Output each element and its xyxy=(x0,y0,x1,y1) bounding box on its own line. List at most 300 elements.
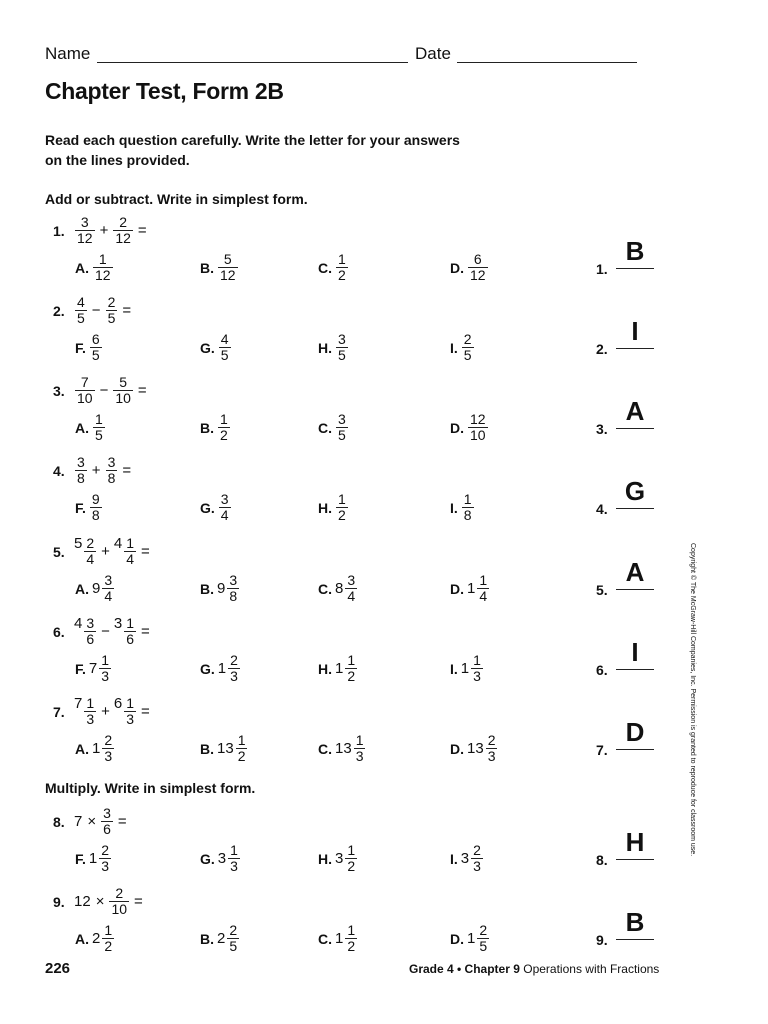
question-4-choice-1-numerator: 9 xyxy=(91,491,100,507)
question-8-term-3-numerator: 3 xyxy=(103,805,111,821)
question-5-choice-d[interactable] xyxy=(450,573,490,604)
question-3-term-3-value xyxy=(112,374,134,406)
question-8-operator: × xyxy=(87,812,97,830)
question-7-choice-4-value xyxy=(467,733,498,764)
question-2-expression xyxy=(74,294,135,326)
question-4-choice-3-denominator: 2 xyxy=(338,507,346,523)
question-6-choice-1-denominator: 3 xyxy=(101,668,110,684)
question-3-term-3-denominator: 10 xyxy=(115,390,131,406)
question-3-choice-4-denominator: 10 xyxy=(470,427,486,443)
question-2-choice-4-numerator: 2 xyxy=(463,331,472,347)
question-7-choice-1-whole: 1 xyxy=(92,740,101,757)
question-6-choice-2-whole: 1 xyxy=(217,660,227,677)
question-4-choice-1-denominator: 8 xyxy=(91,507,100,523)
question-3-choice-letter: D. xyxy=(450,419,464,436)
question-6-term-1-denominator: 6 xyxy=(86,631,95,647)
question-8-term-3-fraction xyxy=(101,806,113,837)
question-1-operator: + xyxy=(99,221,109,239)
question-2-choice-4-value xyxy=(461,332,475,363)
date-line[interactable] xyxy=(457,62,637,63)
question-4-choice-3-fraction xyxy=(336,492,348,523)
question-6-choice-1-value xyxy=(89,653,112,684)
question-9-operator: = xyxy=(134,892,143,910)
question-4-term-1-value xyxy=(74,454,88,486)
question-5-choice-letter: C. xyxy=(318,580,332,597)
question-8-choice-1-numerator: 2 xyxy=(101,842,110,858)
question-8-choice-letter: I. xyxy=(450,850,458,867)
question-1-operator: = xyxy=(137,221,147,239)
question-3-choice-letter: A. xyxy=(75,419,89,436)
question-6-operator: − xyxy=(101,622,110,640)
question-2-choice-1-fraction xyxy=(90,332,102,363)
question-8-term-3-denominator: 6 xyxy=(103,821,111,837)
question-8-choice-h[interactable] xyxy=(318,843,358,874)
question-9-term-3-fraction xyxy=(109,886,129,917)
question-1-choice-b[interactable] xyxy=(200,252,239,283)
question-4-choice-g[interactable] xyxy=(200,492,232,523)
question-3-answer-line[interactable] xyxy=(616,428,654,429)
question-3-choice-3-numerator: 3 xyxy=(338,411,346,427)
question-2-term-3-fraction xyxy=(106,295,118,326)
question-7-choice-4-whole: 13 xyxy=(467,740,484,757)
question-9-choice-3-fraction xyxy=(345,923,357,954)
question-7-choice-1-fraction xyxy=(102,733,114,764)
question-6-choice-3-whole: 1 xyxy=(335,660,344,677)
question-6-choice-h[interactable] xyxy=(318,653,358,684)
question-7-choice-b[interactable] xyxy=(200,733,248,764)
question-6-term-3-value xyxy=(114,615,137,647)
question-3-choice-2-fraction xyxy=(218,412,230,443)
question-7-choice-4-denominator: 3 xyxy=(487,748,496,764)
question-6-choice-2-numerator: 2 xyxy=(230,652,238,668)
question-1-choice-letter: A. xyxy=(75,259,89,276)
question-3-answer-letter: A xyxy=(625,396,645,426)
question-8-term-1-value xyxy=(74,813,83,830)
question-4-term-1-denominator: 8 xyxy=(77,470,85,486)
question-3-choice-1-numerator: 1 xyxy=(95,411,103,427)
page-number: 226 xyxy=(45,960,71,977)
question-7-answer-line[interactable] xyxy=(616,749,654,750)
question-4-choice-h[interactable] xyxy=(318,492,349,523)
question-2-choice-letter: G. xyxy=(200,339,215,356)
question-9-choice-1-fraction xyxy=(102,923,114,954)
question-7-operator: = xyxy=(141,702,150,720)
question-5-term-1-whole: 5 xyxy=(74,535,83,552)
question-9-answer-line[interactable] xyxy=(616,939,654,940)
question-1-choice-1-denominator: 12 xyxy=(95,267,111,283)
question-8-term-3-value xyxy=(100,805,114,837)
question-4-choice-1-fraction xyxy=(90,492,102,523)
question-7-term-3-denominator: 3 xyxy=(126,711,135,727)
question-7-choice-2-value xyxy=(217,733,248,764)
question-9-choice-3-numerator: 1 xyxy=(347,922,356,938)
question-4-choice-4-value xyxy=(461,492,475,523)
question-4-choice-letter: H. xyxy=(318,499,332,516)
question-2-choice-h[interactable] xyxy=(318,332,349,363)
question-2-operator: = xyxy=(122,301,132,319)
question-5-choice-c[interactable] xyxy=(318,573,358,604)
question-4-choice-4-fraction xyxy=(462,492,474,523)
question-7-term-3-value xyxy=(114,695,137,727)
question-8-choice-i[interactable] xyxy=(450,843,484,874)
question-6-answer-line[interactable] xyxy=(616,669,654,670)
question-6-choice-3-numerator: 1 xyxy=(347,652,356,668)
question-9-choice-c[interactable] xyxy=(318,923,358,954)
question-3-term-3-numerator: 5 xyxy=(119,374,128,390)
question-2-choice-3-value xyxy=(335,332,349,363)
question-9-choice-4-fraction xyxy=(477,923,489,954)
question-9-choice-2-value xyxy=(217,923,240,954)
question-2-answer-line[interactable] xyxy=(616,348,654,349)
question-8-choice-2-fraction xyxy=(228,843,240,874)
question-5-choice-3-whole: 8 xyxy=(335,580,344,597)
question-1-choice-4-numerator: 6 xyxy=(473,251,482,267)
question-8-term-1-number: 7 xyxy=(74,812,83,830)
question-9-choice-1-value xyxy=(92,923,115,954)
question-8-answer-line[interactable] xyxy=(616,859,654,860)
question-7-choice-4-numerator: 2 xyxy=(487,732,496,748)
question-4-number: 4. xyxy=(53,463,65,479)
question-3-operator: − xyxy=(99,381,109,399)
question-2-choice-2-numerator: 4 xyxy=(220,331,229,347)
question-8-choice-4-numerator: 2 xyxy=(473,842,481,858)
question-6-choice-3-fraction xyxy=(345,653,357,684)
question-2-operator: − xyxy=(91,301,101,319)
question-5-choice-2-denominator: 8 xyxy=(229,588,238,604)
question-1-term-1-denominator: 12 xyxy=(77,230,93,246)
question-3-term-1-numerator: 7 xyxy=(80,374,89,390)
question-8-number: 8. xyxy=(53,814,65,830)
question-5-operator: + xyxy=(101,542,110,560)
question-9-term-3-numerator: 2 xyxy=(115,885,124,901)
question-1-term-3-fraction xyxy=(113,215,133,246)
question-8-operator: = xyxy=(117,812,127,830)
question-8-choice-1-denominator: 3 xyxy=(101,858,110,874)
question-4-choice-letter: G. xyxy=(200,499,215,516)
question-4-choice-2-numerator: 3 xyxy=(220,491,229,507)
question-6-term-3-whole: 3 xyxy=(113,615,123,632)
question-8-choice-4-denominator: 3 xyxy=(473,858,481,874)
question-7-term-1-whole: 7 xyxy=(74,695,83,712)
section-heading-multiply: Multiply. Write in simplest form. xyxy=(45,780,256,796)
question-2-term-3-value xyxy=(105,294,119,326)
question-6-choice-1-numerator: 1 xyxy=(101,652,110,668)
question-5-choice-a[interactable] xyxy=(75,573,115,604)
question-3-answer-number: 3. xyxy=(596,421,608,437)
question-5-choice-4-denominator: 4 xyxy=(479,588,488,604)
question-5-term-3-denominator: 4 xyxy=(126,551,135,567)
question-4-term-3-value xyxy=(105,454,119,486)
name-label: Name xyxy=(45,44,91,63)
footer-topic: Operations with Fractions xyxy=(523,962,660,976)
question-4-choice-f[interactable] xyxy=(75,492,103,523)
question-3-choice-a[interactable] xyxy=(75,412,106,443)
question-6-operator: = xyxy=(141,622,150,640)
question-2-choice-2-fraction xyxy=(219,332,231,363)
question-9-choice-b[interactable] xyxy=(200,923,240,954)
question-7-choice-letter: D. xyxy=(450,740,464,757)
question-6-choice-1-fraction xyxy=(99,653,111,684)
question-6-answer-number: 6. xyxy=(596,662,608,678)
question-6-choice-letter: G. xyxy=(200,660,215,677)
question-9-term-3-denominator: 10 xyxy=(111,901,128,917)
question-7-choice-3-whole: 13 xyxy=(335,740,352,757)
question-4-term-1-numerator: 3 xyxy=(77,454,85,470)
question-1-choice-2-fraction xyxy=(218,252,238,283)
question-3-choice-4-value xyxy=(467,412,489,443)
question-3-expression xyxy=(74,374,151,406)
question-5-term-1-denominator: 4 xyxy=(86,551,95,567)
question-7-choice-letter: C. xyxy=(318,740,332,757)
question-1-choice-4-fraction xyxy=(468,252,488,283)
question-7-choice-2-numerator: 1 xyxy=(237,732,246,748)
question-1-choice-1-fraction xyxy=(93,252,113,283)
question-7-choice-letter: A. xyxy=(75,740,89,757)
question-8-choice-2-numerator: 1 xyxy=(230,842,238,858)
question-2-term-1-numerator: 4 xyxy=(77,294,85,310)
question-7-choice-d[interactable] xyxy=(450,733,498,764)
question-5-answer-line[interactable] xyxy=(616,589,654,590)
question-5-answer-number: 5. xyxy=(596,582,608,598)
question-6-choice-4-fraction xyxy=(471,653,483,684)
question-3-choice-3-value xyxy=(335,412,349,443)
question-3-choice-d[interactable] xyxy=(450,412,489,443)
question-9-choice-2-fraction xyxy=(227,923,239,954)
question-8-choice-3-denominator: 2 xyxy=(347,858,356,874)
question-1-choice-a[interactable] xyxy=(75,252,114,283)
question-8-choice-1-value xyxy=(89,843,112,874)
question-3-choice-2-denominator: 2 xyxy=(220,427,228,443)
question-9-number: 9. xyxy=(53,894,65,910)
question-9-expression xyxy=(74,885,147,917)
question-2-choice-i[interactable] xyxy=(450,332,475,363)
question-2-answer-number: 2. xyxy=(596,341,608,357)
question-3-operator: = xyxy=(137,381,147,399)
question-1-answer-line[interactable] xyxy=(616,268,654,269)
question-7-choice-2-fraction xyxy=(236,733,248,764)
question-2-choice-3-denominator: 5 xyxy=(338,347,346,363)
question-5-choice-3-value xyxy=(335,573,358,604)
question-3-number: 3. xyxy=(53,383,65,399)
copyright-notice: Copyright © The McGraw-Hill Companies, Inc. Permission is granted to reproduce for classroom use. xyxy=(689,543,696,857)
question-8-choice-g[interactable] xyxy=(200,843,241,874)
question-5-choice-1-denominator: 4 xyxy=(104,588,113,604)
question-6-choice-f[interactable] xyxy=(75,653,112,684)
question-6-choice-4-value xyxy=(461,653,484,684)
question-4-term-3-fraction xyxy=(106,455,118,486)
question-6-choice-letter: H. xyxy=(318,660,332,677)
question-1-choice-3-value xyxy=(335,252,349,283)
question-6-term-1-whole: 4 xyxy=(74,615,83,632)
question-2-term-1-value xyxy=(74,294,88,326)
question-6-choice-2-fraction xyxy=(228,653,240,684)
question-4-choice-letter: F. xyxy=(75,499,86,516)
question-5-choice-1-fraction xyxy=(102,573,114,604)
question-2-choice-2-value xyxy=(218,332,232,363)
question-5-choice-3-numerator: 3 xyxy=(347,572,356,588)
question-4-choice-1-value xyxy=(89,492,103,523)
question-7-number: 7. xyxy=(53,704,65,720)
question-5-choice-4-whole: 1 xyxy=(467,580,476,597)
question-7-choice-c[interactable] xyxy=(318,733,366,764)
question-7-choice-1-denominator: 3 xyxy=(104,748,113,764)
question-5-choice-3-fraction xyxy=(345,573,357,604)
question-3-choice-1-denominator: 5 xyxy=(95,427,103,443)
question-7-term-1-value xyxy=(74,695,97,727)
question-4-choice-3-value xyxy=(335,492,349,523)
question-7-choice-3-denominator: 3 xyxy=(355,748,364,764)
question-4-choice-2-value xyxy=(218,492,232,523)
question-9-choice-d[interactable] xyxy=(450,923,490,954)
question-3-choice-4-numerator: 12 xyxy=(470,411,486,427)
question-5-choice-2-whole: 9 xyxy=(217,580,226,597)
question-2-choice-letter: F. xyxy=(75,339,86,356)
question-6-number: 6. xyxy=(53,624,65,640)
question-9-choice-4-denominator: 5 xyxy=(479,938,488,954)
question-5-choice-b[interactable] xyxy=(200,573,240,604)
question-1-term-1-fraction xyxy=(75,215,95,246)
question-6-choice-g[interactable] xyxy=(200,653,241,684)
question-6-choice-2-value xyxy=(218,653,241,684)
question-5-choice-2-fraction xyxy=(227,573,239,604)
question-1-term-1-value xyxy=(74,214,96,246)
question-3-term-1-denominator: 10 xyxy=(77,390,93,406)
question-1-choice-3-denominator: 2 xyxy=(338,267,346,283)
question-7-choice-2-whole: 13 xyxy=(217,740,234,757)
question-6-choice-4-denominator: 3 xyxy=(473,668,481,684)
question-1-choice-2-value xyxy=(217,252,239,283)
question-2-choice-2-denominator: 5 xyxy=(220,347,229,363)
question-2-choice-1-numerator: 6 xyxy=(91,331,100,347)
question-8-choice-3-whole: 3 xyxy=(335,850,344,867)
question-4-choice-letter: I. xyxy=(450,499,458,516)
question-7-term-3-numerator: 1 xyxy=(126,695,135,711)
question-6-choice-2-denominator: 3 xyxy=(230,668,238,684)
question-9-choice-letter: C. xyxy=(318,930,332,947)
question-9-choice-1-denominator: 2 xyxy=(104,938,113,954)
question-7-choice-4-fraction xyxy=(486,733,498,764)
footer-course xyxy=(409,962,659,976)
question-4-term-1-fraction xyxy=(75,455,87,486)
question-4-choice-i[interactable] xyxy=(450,492,475,523)
question-7-choice-a[interactable] xyxy=(75,733,115,764)
question-4-answer-letter: G xyxy=(624,476,646,506)
question-4-expression xyxy=(74,454,135,486)
question-4-operator: + xyxy=(91,461,101,479)
question-4-choice-3-numerator: 1 xyxy=(338,491,346,507)
question-4-choice-2-denominator: 4 xyxy=(220,507,229,523)
question-7-term-3-whole: 6 xyxy=(113,695,123,712)
question-1-term-3-denominator: 12 xyxy=(115,230,131,246)
question-3-choice-2-value xyxy=(217,412,231,443)
question-5-choice-1-value xyxy=(92,573,115,604)
instructions-line-2: on the lines provided. xyxy=(45,152,190,168)
question-8-choice-1-fraction xyxy=(99,843,111,874)
question-2-choice-4-denominator: 5 xyxy=(463,347,472,363)
question-1-choice-c[interactable] xyxy=(318,252,349,283)
question-5-answer-letter: A xyxy=(625,557,645,587)
question-9-choice-a[interactable] xyxy=(75,923,115,954)
question-9-choice-letter: B. xyxy=(200,930,214,947)
question-2-choice-1-denominator: 5 xyxy=(91,347,100,363)
question-6-answer-letter: I xyxy=(631,637,639,667)
question-1-choice-3-fraction xyxy=(336,252,348,283)
question-2-number: 2. xyxy=(53,303,65,319)
question-6-term-3-numerator: 1 xyxy=(126,615,135,631)
question-3-term-1-value xyxy=(74,374,96,406)
question-9-choice-letter: A. xyxy=(75,930,89,947)
question-9-choice-2-whole: 2 xyxy=(217,930,226,947)
question-5-choice-letter: A. xyxy=(75,580,89,597)
question-4-answer-line[interactable] xyxy=(616,508,654,509)
question-1-answer-letter: B xyxy=(625,236,645,266)
question-2-choice-letter: H. xyxy=(318,339,332,356)
name-line[interactable] xyxy=(97,62,408,63)
question-9-choice-3-denominator: 2 xyxy=(347,938,356,954)
question-6-term-1-fraction xyxy=(84,616,96,647)
question-8-choice-f[interactable] xyxy=(75,843,112,874)
question-4-answer-number: 4. xyxy=(596,501,608,517)
question-4-choice-4-denominator: 8 xyxy=(463,507,472,523)
question-3-choice-3-denominator: 5 xyxy=(338,427,346,443)
question-1-choice-4-denominator: 12 xyxy=(470,267,486,283)
question-6-term-3-denominator: 6 xyxy=(126,631,135,647)
question-5-choice-letter: D. xyxy=(450,580,464,597)
question-8-choice-4-value xyxy=(461,843,484,874)
question-5-choice-2-value xyxy=(217,573,240,604)
question-6-term-3-fraction xyxy=(124,616,136,647)
question-7-choice-3-numerator: 1 xyxy=(355,732,364,748)
question-6-choice-4-numerator: 1 xyxy=(473,652,481,668)
question-8-choice-letter: F. xyxy=(75,850,86,867)
question-3-choice-c[interactable] xyxy=(318,412,349,443)
question-7-choice-2-denominator: 2 xyxy=(237,748,246,764)
question-9-term-1-value xyxy=(74,893,92,910)
question-2-choice-4-fraction xyxy=(462,332,474,363)
instructions-line-1: Read each question carefully. Write the letter for your answers xyxy=(45,132,460,148)
question-6-term-1-value xyxy=(74,615,97,647)
question-5-choice-1-numerator: 3 xyxy=(104,572,113,588)
question-1-choice-4-value xyxy=(467,252,489,283)
question-6-choice-i[interactable] xyxy=(450,653,484,684)
question-8-expression xyxy=(74,805,131,837)
question-7-answer-number: 7. xyxy=(596,742,608,758)
page-title: Chapter Test, Form 2B xyxy=(45,78,284,104)
question-8-choice-2-whole: 3 xyxy=(217,850,227,867)
question-1-choice-2-denominator: 12 xyxy=(220,267,236,283)
question-2-choice-f[interactable] xyxy=(75,332,103,363)
question-1-expression xyxy=(74,214,151,246)
question-5-choice-4-value xyxy=(467,573,490,604)
question-4-term-3-numerator: 3 xyxy=(107,454,116,470)
question-3-choice-letter: C. xyxy=(318,419,332,436)
question-9-choice-4-whole: 1 xyxy=(467,930,476,947)
question-5-choice-letter: B. xyxy=(200,580,214,597)
question-7-term-1-numerator: 1 xyxy=(86,695,95,711)
instructions xyxy=(45,130,460,170)
question-3-term-3-fraction xyxy=(113,375,133,406)
question-5-term-3-whole: 4 xyxy=(113,535,123,552)
question-5-choice-4-numerator: 1 xyxy=(479,572,488,588)
question-1-answer-number: 1. xyxy=(596,261,608,277)
question-1-choice-d[interactable] xyxy=(450,252,489,283)
question-3-choice-b[interactable] xyxy=(200,412,231,443)
question-5-choice-1-whole: 9 xyxy=(92,580,101,597)
question-9-choice-2-numerator: 2 xyxy=(229,922,238,938)
question-2-choice-g[interactable] xyxy=(200,332,232,363)
question-5-term-1-fraction xyxy=(84,536,96,567)
question-1-choice-1-value xyxy=(92,252,114,283)
